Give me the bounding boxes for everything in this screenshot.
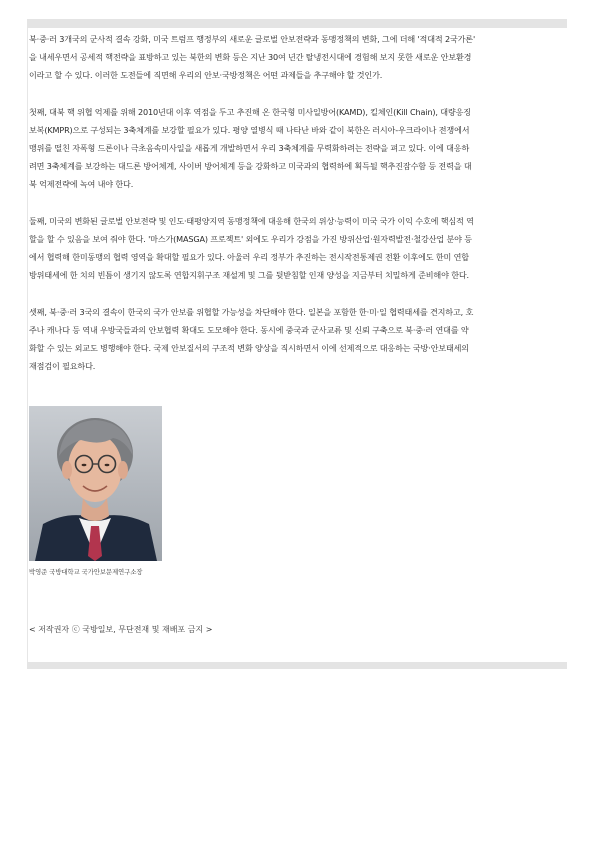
text-line: 방위태세에 한 치의 빈틈이 생기지 않도록 연합지휘구조 재설계 및 그를 뒷받침할 인재 양성을 지금부터 치밀하게 준비해야 한다. bbox=[29, 270, 469, 280]
text-line: 북·중·러 3개국의 군사적 결속 강화, 미국 트럼프 행정부의 새로운 글로벌 안보전략과 동맹정책의 변화, 그에 더해 '적대적 2국가론' bbox=[29, 34, 476, 44]
paragraph-second bbox=[29, 212, 529, 284]
text-line: 북 억제전략에 녹여 내야 한다. bbox=[29, 179, 134, 189]
text-line: 셋째, 북·중·러 3국의 결속이 한국의 국가 안보를 위협할 가능성을 차단해야 한다. 일본을 포함한 한·미·일 협력태세를 견지하고, 호 bbox=[29, 307, 474, 317]
author-photo bbox=[29, 406, 162, 561]
paragraph-first bbox=[29, 103, 529, 193]
copyright-notice: < 저작권자 ⓒ 국방일보, 무단전재 및 재배포 금지 > bbox=[29, 625, 213, 634]
left-border bbox=[27, 28, 28, 666]
bottom-divider bbox=[27, 662, 567, 669]
text-line: 에서 협력해 한미동맹의 협력 영역을 확대할 필요가 있다. 아울러 우리 정부가 추진하는 전시작전통제권 전환 이후에도 한미 연합 bbox=[29, 252, 469, 262]
photo-caption: 박영준 국방대학교 국가안보문제연구소장 bbox=[29, 569, 143, 576]
text-line: 주나 캐나다 등 역내 우방국들과의 안보협력 확대도 도모해야 한다. 동시에 중국과 군사교류 및 신뢰 구축으로 북·중·러 연대를 약 bbox=[29, 325, 469, 335]
text-line: 을 내세우면서 공세적 핵전략을 표방하고 있는 북한의 변화 등은 지난 30여 년간 탈냉전시대에 경험해 보지 못한 새로운 안보환경 bbox=[29, 52, 472, 62]
text-line: 화할 수 있는 외교도 병행해야 한다. 국제 안보질서의 구조적 변화 양상을 직시하면서 이에 선제적으로 대응하는 국방·안보태세의 bbox=[29, 343, 469, 353]
text-line: 려면 3축체계를 보강하는 대드론 방어체계, 사이버 방어체계 등을 강화하고 미국과의 협력하에 획득될 핵추진잠수함 등 전력을 대 bbox=[29, 161, 472, 171]
paragraph-third bbox=[29, 303, 529, 375]
text-line: 맹위를 떨친 자폭형 드론이나 극초음속미사일을 새롭게 개발하면서 우리 3축체계를 무력화하려는 전략을 펴고 있다. 이에 대응하 bbox=[29, 143, 470, 153]
text-line: 이라고 할 수 있다. 이러한 도전들에 직면해 우리의 안보·국방정책은 어떤 과제들을 추구해야 할 것인가. bbox=[29, 70, 383, 80]
text-line: 둘째, 미국의 변화된 글로벌 안보전략 및 인도·태평양지역 동맹정책에 대응해 한국의 위상·능력이 미국 국가 이익 수호에 핵심적 역 bbox=[29, 216, 474, 226]
paragraph-intro bbox=[29, 30, 529, 84]
top-divider bbox=[27, 19, 567, 28]
text-line: 첫째, 대북 핵 위협 억제를 위해 2010년대 이후 역점을 두고 추진해 온 한국형 미사일방어(KAMD), 킬체인(Kill Chain), 대량응징 bbox=[29, 107, 471, 117]
text-line: 보복(KMPR)으로 구성되는 3축체계를 보강할 필요가 있다. 평양 열병식 때 나타난 바와 같이 북한은 러시아-우크라이나 전쟁에서 bbox=[29, 125, 470, 135]
article-body bbox=[29, 30, 529, 375]
text-line: 재점검이 필요하다. bbox=[29, 361, 96, 371]
text-line: 할을 할 수 있음을 보여 줘야 한다. '마스가(MASGA) 프로젝트' 외에도 우리가 강점을 가진 방위산업·원자력발전·철강산업 분야 등 bbox=[29, 234, 472, 244]
